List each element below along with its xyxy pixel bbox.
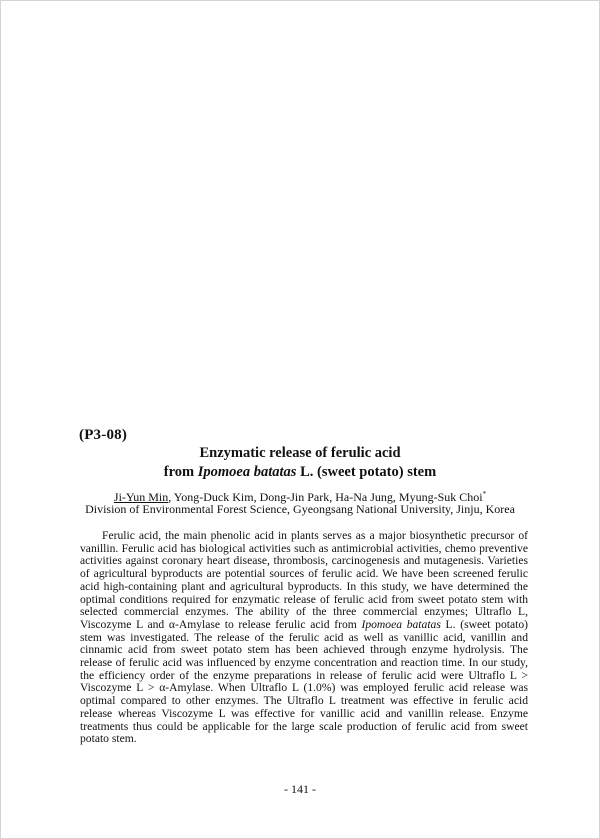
page-number: - 141 - [284,782,316,796]
affiliation: Division of Environmental Forest Science, Gyeongsang National University, Jinju, Korea [85,502,515,516]
title-prefix: from [163,464,198,480]
abstract-code: (P3-08) [79,427,128,443]
presenting-author: Ji-Yun Min [113,490,169,504]
co-authors: , Yong-Duck Kim, Dong-Jin Park, Ha-Na Jung, Myung-Suk Choi [168,490,483,504]
abstract-species: Ipomoea batatas [361,617,441,631]
title-line-2 [0,463,600,482]
abstract-part-2: L. (sweet potato) stem was investigated. The release of the ferulic acid as well as vanillic acid, vanillin and cinnamic acid from sweet potato stem has been achieved through enzyme hydrolysis. The release of ferulic acid was influenced by enzyme concentration and reaction time. In our study, the efficiency order of the enzyme preparations in release of ferulic acid were Ultraflo L > Viscozyme L > α-Amylase. When Ultraflo L (1.0%) was employed ferulic acid release was optimal compared to other enzymes. The Ultraflo L treatment was effective in ferulic acid release whereas Viscozyme L was effective for vanillic acid and vanillin release. Enzyme treatments thus could be applicable for the large scale production of ferulic acid from sweet potato stem. [80,617,528,746]
title-suffix: L. (sweet potato) stem [296,464,437,480]
abstract-part-1: Ferulic acid, the main phenolic acid in plants serves as a major biosynthetic precursor of vanillin. Ferulic acid has biological activities such as antimicrobial activities, chemo preventive activities against coronary heart disease, thrombosis, carcinogenesis and mutagenesis. Varieties of agricultural byproducts are potential sources of ferulic acid. We have been screened ferulic acid high-containing plant and agricultural byproducts. In this study, we have determined the optimal conditions required for enzymatic release of ferulic acid from sweet potato stem with selected commercial enzymes. The ability of the three commercial enzymes; Ultraflo L, Viscozyme L and α-Amylase to release ferulic acid from [80,529,528,631]
title-line-1: Enzymatic release of ferulic acid [199,445,401,461]
abstract-body [80,530,528,746]
corresponding-mark: * [482,490,487,498]
title-species: Ipomoea batatas [197,464,297,480]
